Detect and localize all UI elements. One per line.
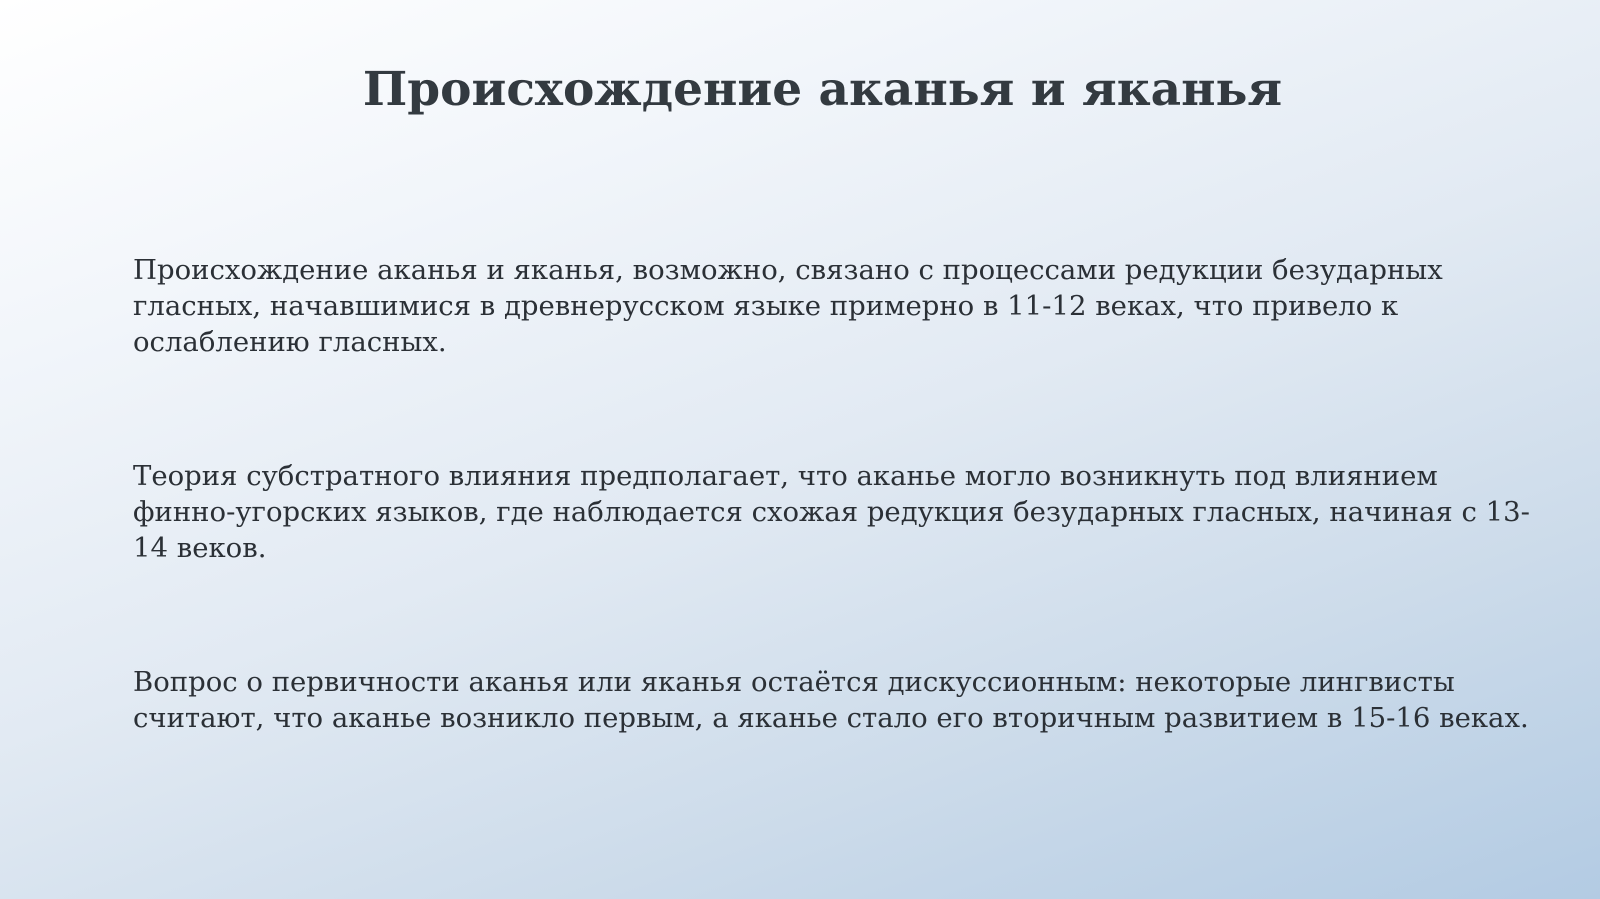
slide-title: Происхождение аканья и яканья [362, 62, 1283, 117]
paragraph-substrate-theory: Теория субстратного влияния предполагает, что аканье могло возникнуть под влиянием финно-угорских языков, где наблюдается схожая редукция безударных гласных, начиная с 13-14 веков. [133, 460, 1530, 564]
paragraph-primacy-question: Вопрос о первичности аканья или яканья остаётся дискуссионным: некоторые лингвисты считают, что аканье возникло первым, а яканье стало его вторичным развитием в 15-16 веках. [133, 666, 1529, 734]
paragraph-reduction-origin: Происхождение аканья и яканья, возможно, связано с процессами редукции безударных гласных, начавшимися в древнерусском языке примерно в 11-12 веках, что привело к ослаблению гласных. [133, 254, 1443, 358]
